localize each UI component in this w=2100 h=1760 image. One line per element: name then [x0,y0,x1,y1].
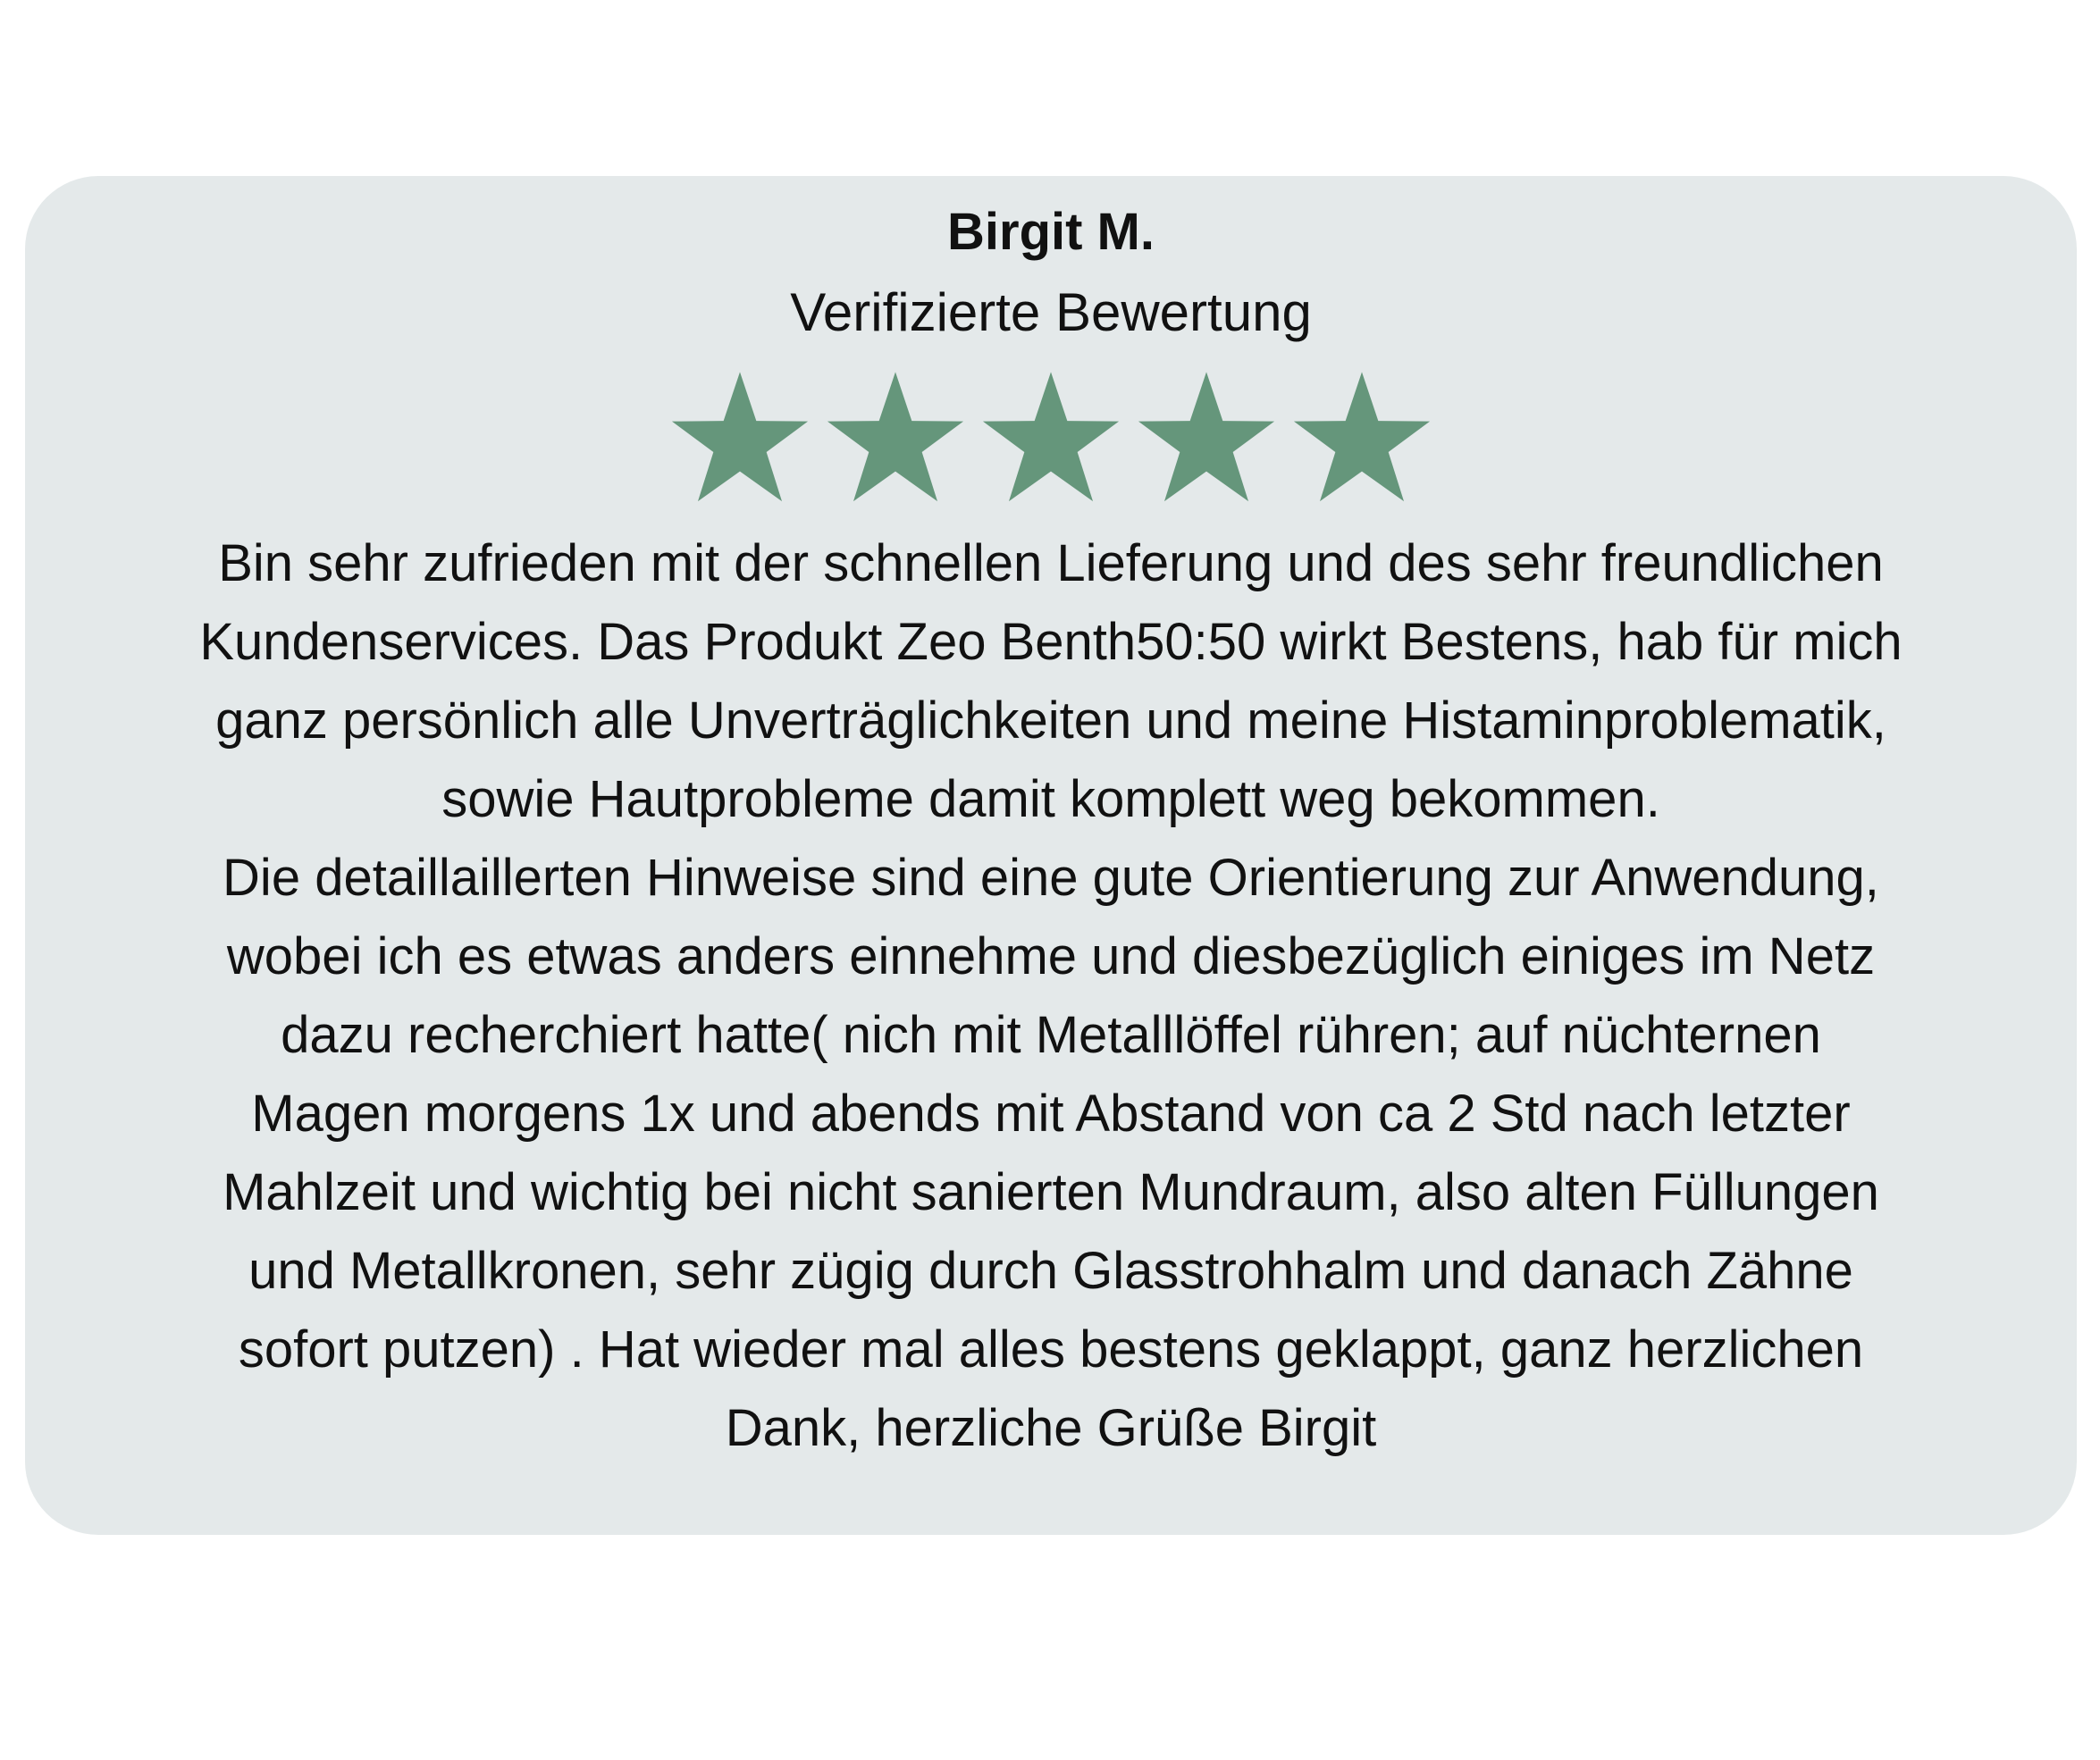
review-text-line: Magen morgens 1x und abends mit Abstand von ca 2 Std nach letzter [251,1085,1851,1143]
review-text-line: Dank, herzliche Grüße Birgit [725,1399,1377,1457]
review-text [114,524,1987,1468]
star-rating [25,366,2077,509]
review-text-line: wobei ich es etwas anders einnehme und diesbezüglich einiges im Netz [226,927,1876,985]
review-card [25,176,2077,1535]
review-text-line: Mahlzeit und wichtig bei nicht sanierten Mundraum, also alten Füllungen [223,1163,1879,1221]
review-text-line: sofort putzen) . Hat wieder mal alles bestens geklappt, ganz herzlichen [238,1320,1864,1379]
review-text-line: ganz persönlich alle Unverträglichkeiten und meine Histaminproblematik, [215,691,1886,750]
star-icon [819,366,972,509]
star-icon [1130,366,1283,509]
verified-review-label: Verifizierte Bewertung [790,282,1312,342]
review-text-line: und Metallkronen, sehr zügig durch Glasstrohhalm und danach Zähne [248,1242,1853,1300]
review-text-line: dazu recherchiert hatte( nich mit Metalllöffel rühren; auf nüchternen [281,1006,1821,1064]
review-text-line: sowie Hautprobleme damit komplett weg bekommen. [441,770,1660,828]
star-icon [1285,366,1439,509]
review-text-line: Die detaillaillerten Hinweise sind eine gute Orientierung zur Anwendung, [223,849,1879,907]
review-text-line: Kundenservices. Das Produkt Zeo Benth50:50 wirkt Bestens, hab für mich [199,613,1903,671]
reviewer-name: Birgit M. [947,203,1155,261]
star-icon [663,366,817,509]
review-text-line: Bin sehr zufrieden mit der schnellen Lieferung und des sehr freundlichen [218,534,1884,592]
star-icon [974,366,1128,509]
